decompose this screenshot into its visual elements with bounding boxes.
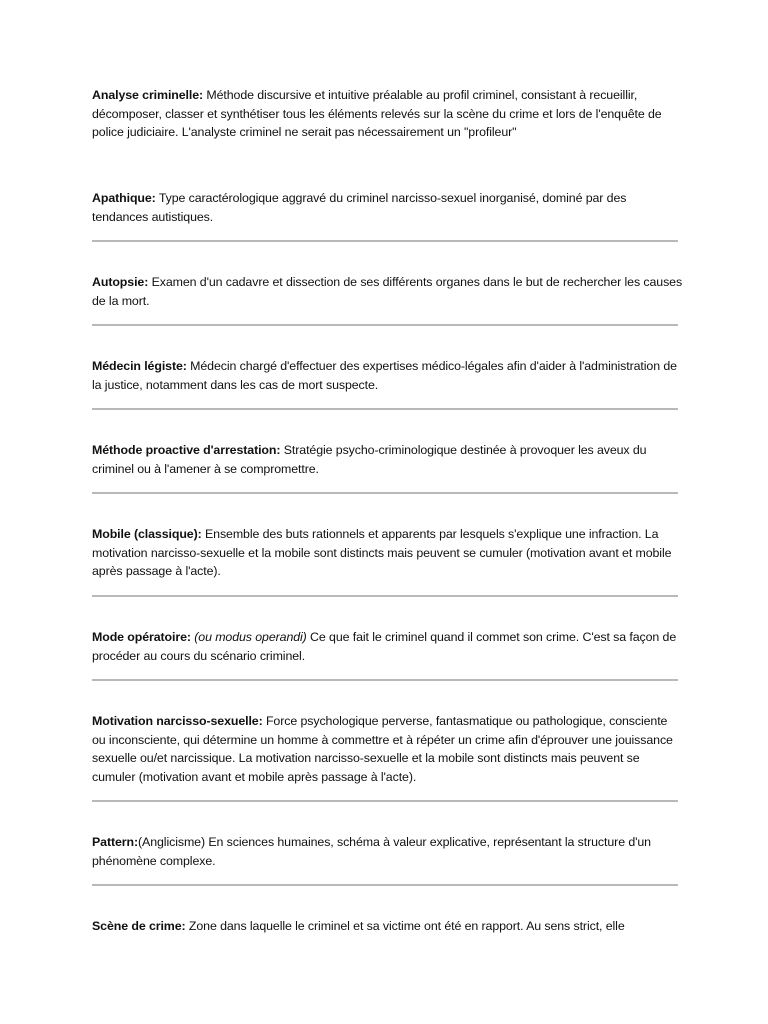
glossary-entry-mode-operatoire <box>92 628 684 665</box>
entry-definition: Stratégie psycho-criminologique destinée à provoquer les aveux du criminel ou à l'amener à se compromettre. <box>92 443 647 476</box>
glossary-entry-apathique <box>92 189 684 226</box>
glossary-entry-autopsie <box>92 273 684 310</box>
entry-term: Analyse criminelle: <box>92 88 204 102</box>
entry-definition: Méthode discursive et intuitive préalable au profil criminel, consistant à recueillir, décomposer, classer et synthétiser tous les éléments relevés sur la scène du crime et lors de l'enquête de police judiciaire. L'analyste criminel ne serait pas nécessairement un "profileur" <box>92 88 662 140</box>
separator-line <box>92 408 678 410</box>
entry-term: Médecin légiste: <box>92 359 187 373</box>
separator-line <box>92 679 678 681</box>
glossary-entry-analyse-criminelle <box>92 86 684 142</box>
glossary-entry-scene-de-crime <box>92 917 684 936</box>
entry-term: Méthode proactive d'arrestation: <box>92 443 281 457</box>
entry-term: Scène de crime: <box>92 919 186 933</box>
glossary-entry-medecin-legiste <box>92 357 684 394</box>
entry-term: Apathique: <box>92 191 156 205</box>
entry-term: Motivation narcisso-sexuelle: <box>92 714 263 728</box>
entry-definition: Ensemble des buts rationnels et apparents par lesquels s'explique une infraction. La motivation narcisso-sexuelle et la mobile sont distincts mais peuvent se cumuler (motivation avant et mobile après passage à l'acte). <box>92 527 672 579</box>
glossary-entry-pattern <box>92 833 684 870</box>
separator-line <box>92 240 678 242</box>
entry-term: Mobile (classique): <box>92 527 202 541</box>
entry-definition: Ce que fait le criminel quand il commet son crime. C'est sa façon de procéder au cours du scénario criminel. <box>92 630 677 663</box>
glossary-entry-methode-proactive <box>92 441 684 478</box>
separator-line <box>92 595 678 597</box>
entry-definition: Zone dans laquelle le criminel et sa victime ont été en rapport. Au sens strict, elle <box>185 919 625 933</box>
glossary-entry-motivation-narcisso-sexuelle <box>92 712 684 787</box>
entry-italic-note: (ou modus operandi) <box>190 630 307 644</box>
entry-term: Pattern: <box>92 835 139 849</box>
entry-definition: (Anglicisme) En sciences humaines, schéma à valeur explicative, représentant la structure d'un phénomène complexe. <box>92 835 651 868</box>
entry-term: Autopsie: <box>92 275 149 289</box>
entry-definition: Médecin chargé d'effectuer des expertises médico-légales afin d'aider à l'administration de la justice, notamment dans les cas de mort suspecte. <box>92 359 677 392</box>
glossary-entry-mobile-classique <box>92 525 684 581</box>
entry-term: Mode opératoire: <box>92 630 191 644</box>
entry-definition: Type caractérologique aggravé du criminel narcisso-sexuel inorganisé, dominé par des tendances autistiques. <box>92 191 627 224</box>
separator-line <box>92 800 678 802</box>
separator-line <box>92 884 678 886</box>
entry-definition: Examen d'un cadavre et dissection de ses différents organes dans le but de rechercher les causes de la mort. <box>92 275 683 308</box>
separator-line <box>92 492 678 494</box>
entry-definition: Force psychologique perverse, fantasmatique ou pathologique, consciente ou inconsciente, qui détermine un homme à commettre et à répéter un crime afin d'éprouver une jouissance sexuelle ou/et narcissique. La motivation narcisso-sexuelle et la mobile sont distincts mais peuvent se cumuler (motivation avant et mobile après passage à l'acte). <box>92 714 673 785</box>
separator-line <box>92 324 678 326</box>
